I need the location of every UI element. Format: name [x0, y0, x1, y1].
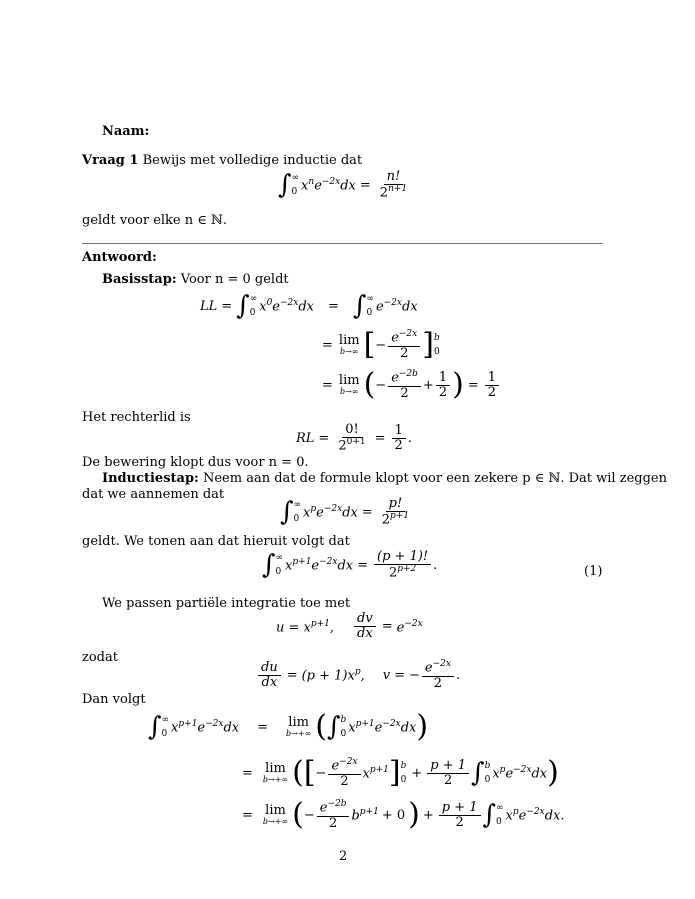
induction-hypothesis: ∫ ∞ 0 $x^pe^{-2x}dx$ = $\frac{p!}{2^{p+1}}$ [280, 496, 410, 528]
base-eq-line-2: = lim b→∞ [ − $\frac{e^{-2x}}{2}$ ] b 0 [322, 327, 440, 363]
induction-goal: ∫ ∞ 0 $x^{p+1}e^{-2x}dx$ = $\frac{(p + 1)!}{2^{p+2}}$ . [262, 549, 438, 581]
page-number: 2 [339, 849, 348, 864]
question-equation: ∫ ∞ 0 $x^ne^{-2x}dx$ = $\frac{n!}{2^{n+1}}$ [278, 169, 408, 201]
induction-text: Neem aan dat de formule klopt voor een zekere p ∈ ℕ. Dat wil zeggen [202, 471, 667, 486]
zodat-text: zodat [82, 650, 118, 665]
dan-text: Dan volgt [82, 692, 146, 707]
answer-heading: Antwoord: [82, 250, 157, 265]
base-line [102, 272, 289, 287]
derivation-line-2: = lim b→+∞ ( [ − $\frac{e^{-2x}}{2}$ $x^{p+1}$ ] b 0 + $\frac{p + 1}{2}$ ∫ b 0 $x^pe^{-2x}dx$ ) [242, 755, 559, 791]
question-label: Vraag 1 [82, 153, 139, 168]
derivation-line-1: ∫ ∞ 0 $x^{p+1}e^{-2x}dx$ = lim b→+∞ ( ∫ b 0 $x^{p+1}e^{-2x}dx$ ) [148, 709, 429, 744]
induction-then: geldt. We tonen aan dat hieruit volgt dat [82, 534, 350, 549]
partial-text: We passen partiële integratie toe met [102, 596, 351, 611]
question-after: geldt voor elke n ∈ ℕ. [82, 213, 228, 228]
substitution-uv: $u = x^{p+1}$, $\frac{dv}{dx}$ = $e^{-2x}$ [276, 611, 423, 642]
base-conclusion: De bewering klopt dus voor n = 0. [82, 455, 309, 470]
induction-label: Inductiestap: [102, 471, 199, 486]
derivation-line-3: = lim b→+∞ ( − $\frac{e^{-2b}}{2}$ $b^{p+1}$ + 0 ) + $\frac{p + 1}{2}$ ∫ ∞ 0 $x^pe^{-2x}dx$. [242, 797, 565, 833]
derivatives: $\frac{du}{dx}$ = $(p + 1)x^p$, v = − $\frac{e^{-2x}}{2}$ . [256, 660, 460, 691]
name-label: Naam: [102, 124, 150, 139]
rhs-text: Het rechterlid is [82, 410, 191, 425]
base-eq-line-1: LL = ∫ ∞ 0 $x^0e^{-2x}dx$ = ∫ ∞ 0 $e^{-2x}dx$ [200, 291, 418, 322]
induction-line-2: dat we aannemen dat [82, 487, 225, 502]
separator-line [82, 243, 603, 244]
question-line [82, 153, 362, 168]
equation-number: (1) [584, 564, 603, 579]
rhs-equation: RL = $\frac{0!}{2^{0+1}}$ = $\frac{1}{2}$ . [296, 422, 412, 454]
base-text: Voor n = 0 geldt [180, 272, 289, 287]
base-label: Basisstap: [102, 272, 177, 287]
induction-line [102, 471, 667, 486]
question-text: Bewijs met volledige inductie dat [142, 153, 363, 168]
base-eq-line-3: = lim b→∞ ( − $\frac{e^{-2b}}{2}$ + $\frac{1}{2}$ ) = $\frac{1}{2}$ [322, 370, 501, 401]
